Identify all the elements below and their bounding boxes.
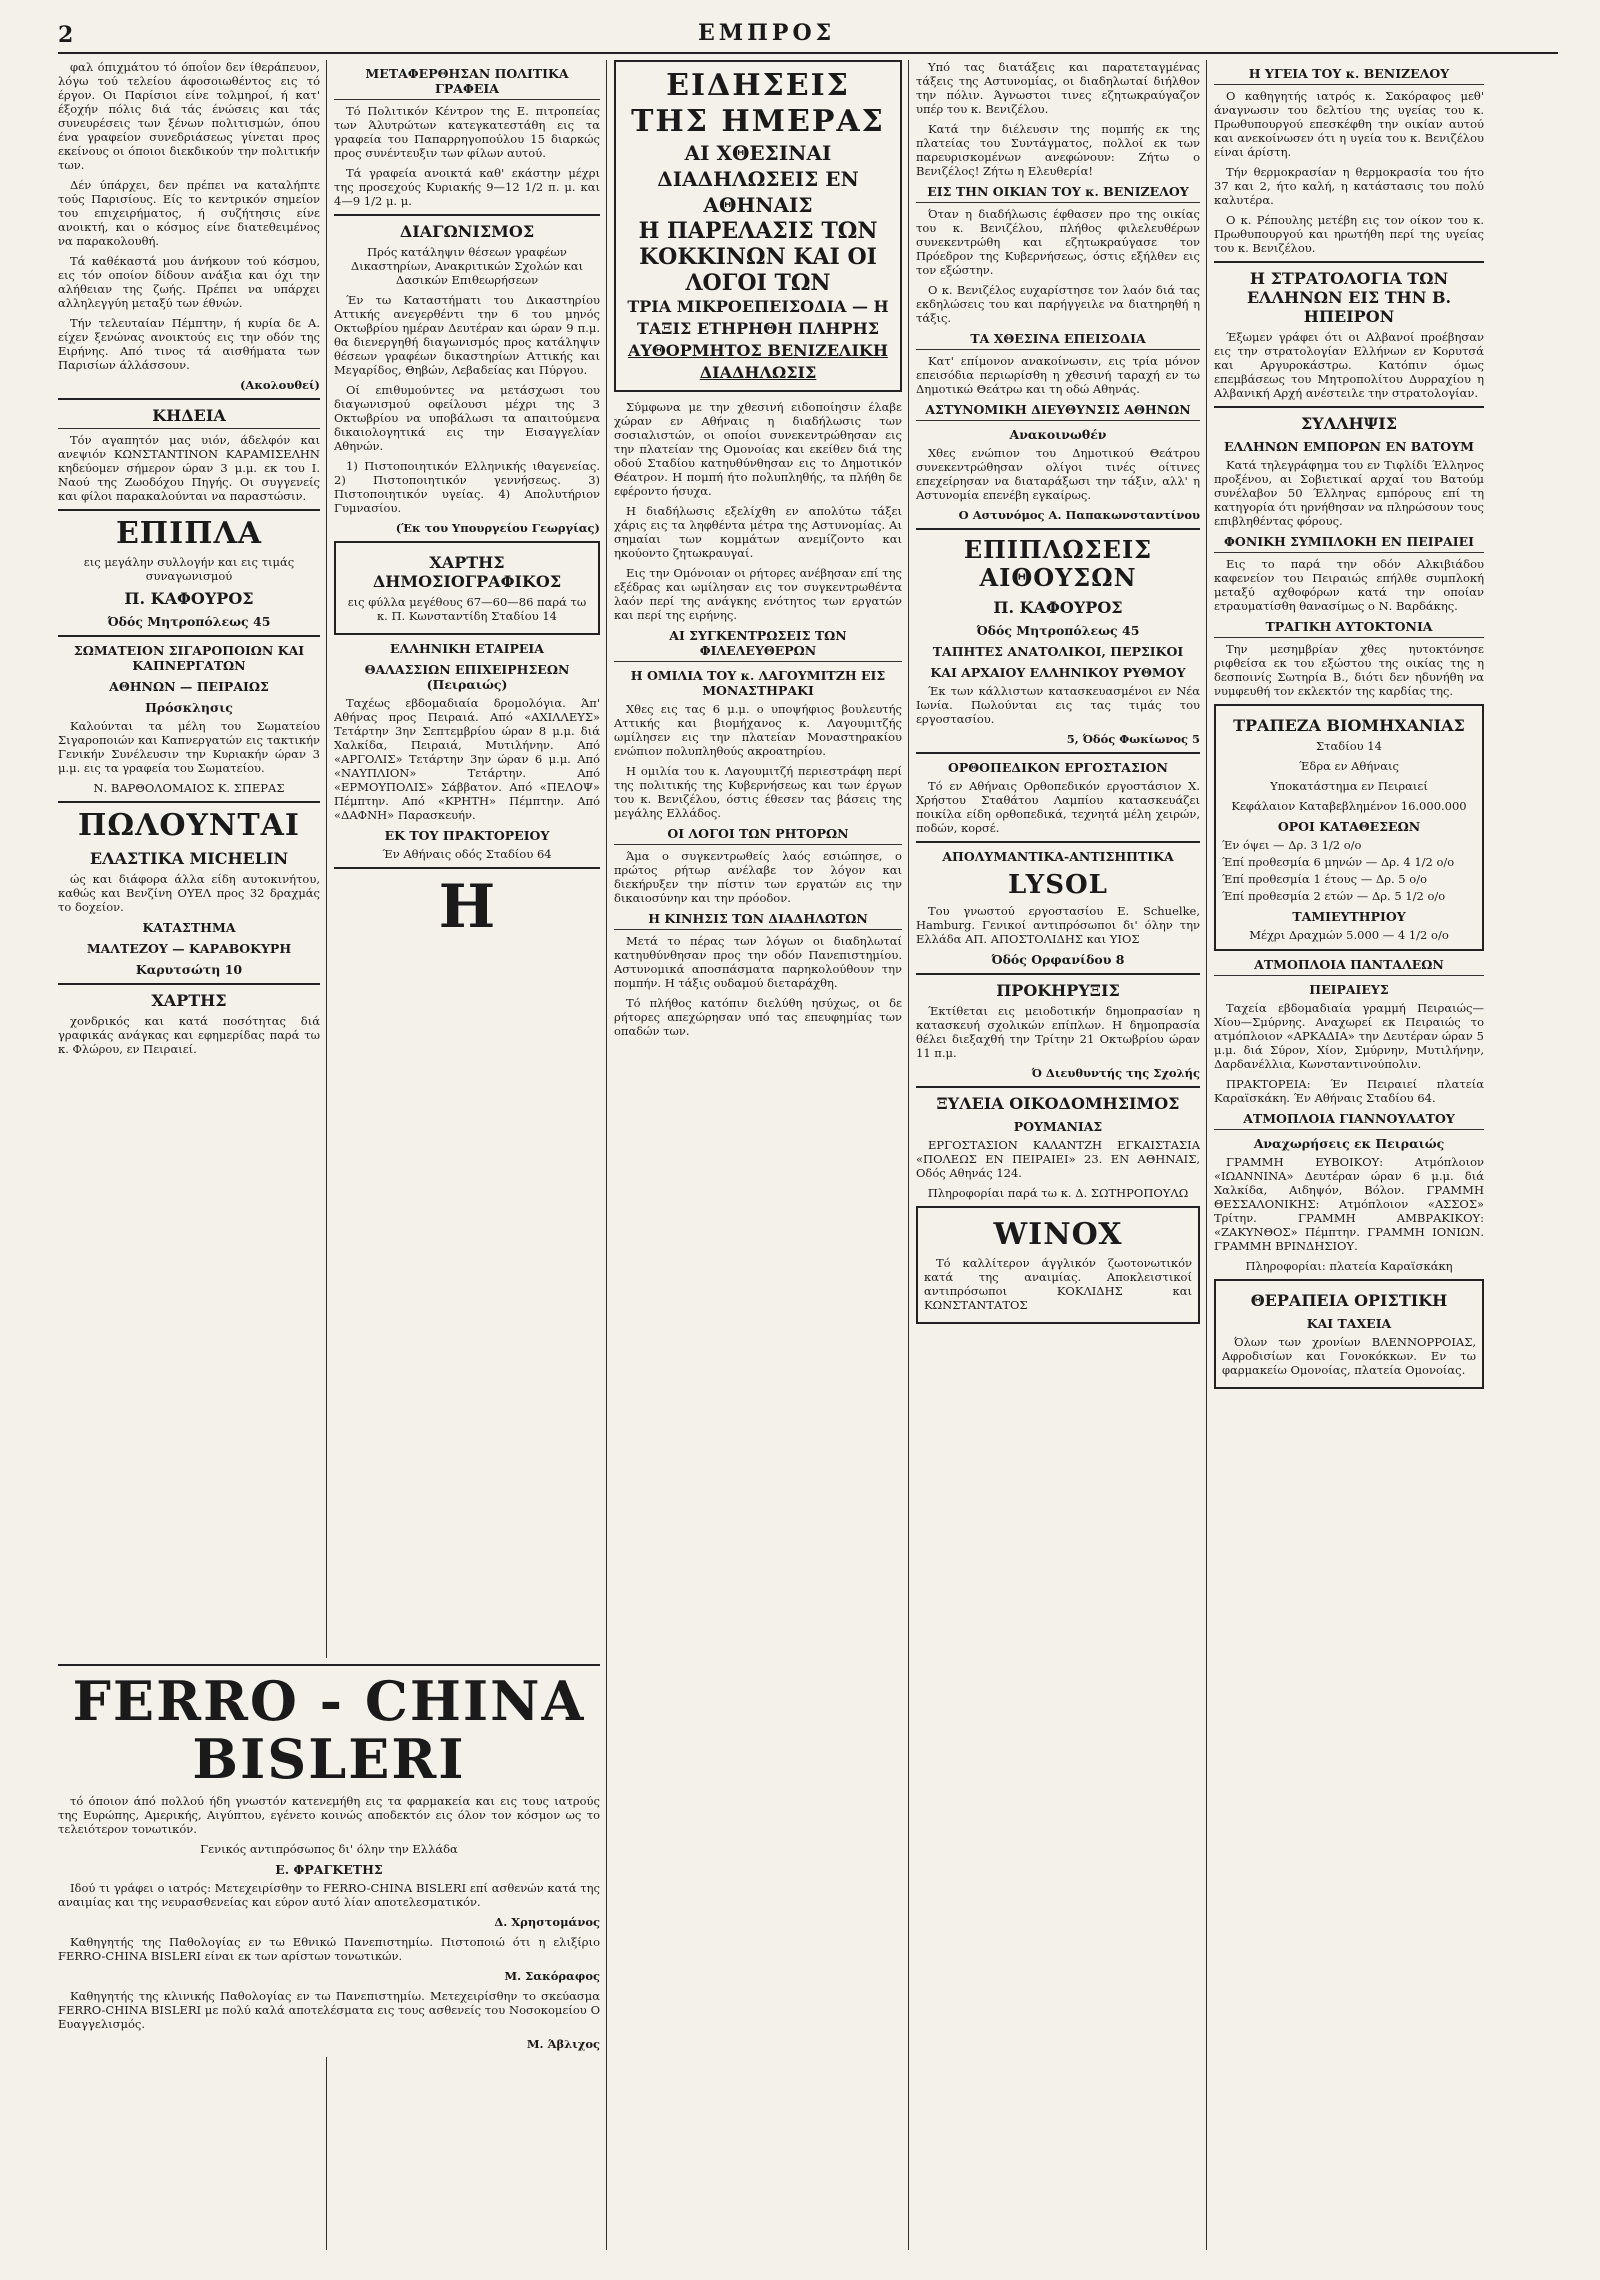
bank-rate-label: Έπί προθεσμία 1 έτους bbox=[1222, 872, 1358, 886]
bank-ad-box bbox=[1214, 704, 1484, 951]
orthopedic-heading: ΟΡΘΟΠΕΔΙΚΟΝ ΕΡΓΟΣΤΑΣΙΟΝ bbox=[947, 760, 1168, 775]
column-3 bbox=[614, 60, 902, 2250]
shipping-line-subheading: ΠΕΙΡΑΙΕΥΣ bbox=[1309, 982, 1389, 997]
divider bbox=[916, 1086, 1200, 1088]
divider bbox=[58, 983, 320, 985]
paper-ad-heading: ΧΑΡΤΗΣ bbox=[151, 991, 227, 1010]
article-text: Δέν ύπάρχει, δεν πρέπει να καταλήπτε τούς Παρισίους. Είς το κεντρικόν σημείον του επιχειρήματος, ή συζήτησις είνε ανοικτή, και ο κόσμος είνε διατεθειμένος να παρακολουθή. bbox=[58, 178, 320, 248]
divider bbox=[58, 1664, 600, 1666]
savings-row: Μέχρι Δραχμών 5.000 — 4 1/2 ο/ο bbox=[1249, 928, 1449, 942]
contest-heading: ΔΙΑΓΩΝΙΣΜΟΣ bbox=[399, 222, 535, 241]
michelin-text: ώς και διάφορα άλλα είδη αυτοκινήτου, καθώς και Βενζίνη ΟΥΕΛ προς 32 δραχμάς το δοχείον. bbox=[58, 872, 320, 914]
kafouros-address: Όδός Μητροπόλεως 45 bbox=[976, 623, 1140, 638]
ferro-agent-name: Ε. ΦΡΑΓΚΕΤΗΣ bbox=[275, 1862, 383, 1877]
bank-rate-label: Έν όψει bbox=[1222, 838, 1270, 852]
lysol-text: Του γνωστού εργοστασίου Ε. Schuelke, Hamburg. Γενικοί αντιπρόσωποι δι' όλην την Ελλάδα ΑΠ. ΑΠΟΣΤΟΛΙΔΗΣ και ΥΙΟΣ bbox=[916, 904, 1200, 946]
funeral-text: Τόν αγαπητόν μας υιόν, άδελφόν και ανεψιόν ΚΩΝΣΤΑΝΤΙΝΟΝ ΚΑΡΑΜΙΣΕΛΗΝ κηδεύομεν σήμερον ώραν 3 μ.μ. εκ του Ι. Ναού της Ζωοδόχου Πηγής. Οι συγγενείς και φίλοι παρακαλούνται να παραστώσιν. bbox=[58, 433, 320, 503]
article-text: Έξωμεν γράφει ότι οι Αλβανοί προέβησαν εις την στρατολογίαν Ελλήνων εν Κορυτσά και Αργυροκάστρω. Κατόπιν όμως επεμβάσεως του Μητροπολίτου Δυρραχίου η Αλβανική Αρχή ανέστειλε την στρατολογίαν. bbox=[1214, 330, 1484, 400]
bank-rate-value: Δρ. 5 ο/ο bbox=[1375, 872, 1427, 886]
page-number: 2 bbox=[58, 22, 74, 48]
bank-rate-row: Έπί προθεσμία 2 ετών — Δρ. 5 1/2 ο/ο bbox=[1222, 889, 1446, 903]
article-text: Τήν θερμοκρασίαν η θερμοκρασία του ήτο 37 και 2, ήτο καλή, η κατάστασις του πολύ καλυτέρα. bbox=[1214, 165, 1484, 207]
article-text: Την μεσημβρίαν χθες ηυτοκτόνησε ριφθείσα εκ του εξώστου της οικίας της η δεσποινίς Σωτηρία Β., διότι δεν ηδυνήθη να νυμφευθή τον εκλεκτόν της καρδίας της. bbox=[1214, 642, 1484, 698]
kafouros-name: Π. ΚΑΦΟΥΡΟΣ bbox=[124, 589, 254, 608]
news-banner-subheadline: ΑΥΘΟΡΜΗΤΟΣ ΒΕΝΙΖΕΛΙΚΗ ΔΙΑΔΗΛΩΣΙΣ bbox=[628, 341, 888, 382]
paper-ad-box bbox=[334, 541, 600, 635]
section-heading: ΤΑ ΧΘΕΣΙΝΑ ΕΠΕΙΣΟΔΙΑ bbox=[916, 331, 1200, 350]
divider bbox=[334, 867, 600, 869]
section-heading: ΣΥΛΛΗΨΙΣ bbox=[1300, 414, 1398, 433]
union-subheading: ΑΘΗΝΩΝ — ΠΕΙΡΑΙΩΣ bbox=[109, 679, 269, 694]
ferro-article: Η bbox=[438, 872, 496, 942]
article-text: Τά καθέκαστά μου άνήκουν τού κόσμου, εις τόν οποίον δίδουν ανάξια και όχι την αλήθειαν της ζωής. Πρέπει να υπάρχει αλληλεγγύη μεταξύ των έθνών. bbox=[58, 254, 320, 310]
furniture-ad-heading: ΕΠΙΠΛΑ bbox=[115, 516, 263, 551]
newspaper-name: ΕΜΠΡΟΣ bbox=[698, 20, 836, 46]
article-text: Χθες εις τας 6 μ.μ. ο υποψήφιος βουλευτής Αττικής και βιομήχανος κ. Λαγουμιτζής ωμίλησεν εις την πλατείαν Μοναστηρακίου ενώπιον πολυπληθούς ακροατηρίου. bbox=[614, 702, 902, 758]
article-text: Σύμφωνα με την χθεσινή ειδοποίησιν έλαβε χώραν εν Αθήναις η διαδήλωσις των σοσιαλιστών, οι οποίοι συνεκεντρώθησαν εις την πλατείαν της Ομονοίας και εκείθεν διά της οδού Σταδίου κατηυθύνθησαν εις το Δημοτικόν Θέατρον. Η πομπή ήτο πολυπληθής, τα πλήθη δε εφέροντο ήσυχα. bbox=[614, 400, 902, 498]
testimonial: Καθηγητής της Παθολογίας εν τω Εθνικώ Πανεπιστημίω. Πιστοποιώ ότι η ελιξίριο FERRO-CHINA BISLERI είναι εκ των αρίστων τονωτικών. bbox=[58, 1935, 600, 1963]
savings-heading: ΤΑΜΙΕΥΤΗΡΙΟΥ bbox=[1292, 909, 1406, 924]
union-title: Πρόσκλησις bbox=[145, 700, 233, 715]
section-subheading: Η ΟΜΙΛΙΑ ΤΟΥ κ. ΛΑΓΟΥΜΙΤΖΗ ΕΙΣ ΜΟΝΑΣΤΗΡΑΚΙ bbox=[630, 668, 886, 698]
article-text: Ο κ. Ρέπουλης μετέβη εις τον οίκον του κ. Πρωθυπουργού και ηρωτήθη περί της υγείας του κ. Βενιζέλου. bbox=[1214, 213, 1484, 255]
winox-heading: WINOX bbox=[993, 1217, 1123, 1252]
carpets-text: Έκ των κάλλιστων κατασκευασμένοι εν Νέα Ιωνία. Πωλούνται εις τας τιμάς του εργοστασίου. bbox=[916, 684, 1200, 726]
article-text: Τό πλήθος κατόπιν διελύθη ησύχως, οι δε ρήτορες απεχώρησαν υπό τας επευφημίας των οπαδών των. bbox=[614, 996, 902, 1038]
article-text: Κατά τηλεγράφημα του εν Τιφλίδι Έλληνος προξένου, αι Σοβιετικαί αρχαί του Βατούμ συνέλαβον 50 Έλληνας εμπόρους επί τη κατηγορία ότι ηρνήθησαν να πληρώσουν τους επιβληθέντας φόρους. bbox=[1214, 458, 1484, 528]
testimonial-signer: Μ. Άβλιχος bbox=[526, 2037, 600, 2051]
lumber-agent: Πληροφορίαι παρά τω κ. Δ. ΣΩΤΗΡΟΠΟΥΛΩ bbox=[927, 1186, 1189, 1200]
divider bbox=[334, 214, 600, 216]
section-heading: ΕΙΣ ΤΗΝ ΟΙΚΙΑΝ ΤΟΥ κ. ΒΕΝΙΖΕΛΟΥ bbox=[916, 184, 1200, 203]
furnishing-ad-heading: ΕΠΙΠΛΩΣΕΙΣ ΑΙΘΟΥΣΩΝ bbox=[963, 535, 1153, 592]
shipping-line-heading: ΑΤΜΟΠΛΟΙΑ ΠΑΝΤΑΛΕΩΝ bbox=[1214, 957, 1484, 976]
bank-rate-label: Έπί προθεσμία 2 ετών bbox=[1222, 889, 1354, 903]
article-text: Ο κ. Βενιζέλος ευχαρίστησε τον λαόν διά τας εκδηλώσεις του και παρήγγειλε να διατηρηθή η τάξις. bbox=[916, 283, 1200, 325]
offices-heading: ΜΕΤΑΦΕΡΘΗΣΑΝ ΠΟΛΙΤΙΚΑ ΓΡΑΦΕΙΑ bbox=[334, 66, 600, 100]
news-banner bbox=[614, 60, 902, 392]
section-heading: ΑΙ ΣΥΓΚΕΝΤΡΩΣΕΙΣ ΤΩΝ ΦΙΛΕΛΕΥΘΕΡΩΝ bbox=[614, 628, 902, 662]
contest-signature: (Έκ του Υπουργείου Γεωργίας) bbox=[395, 521, 600, 535]
column-rule bbox=[606, 60, 607, 2250]
therapy-ad-box bbox=[1214, 1279, 1484, 1389]
news-banner-subheadline: ΤΡΙΑ ΜΙΚΡΟΕΠΕΙΣΟΔΙΑ — Η ΤΑΞΙΣ ΕΤΗΡΗΘΗ ΠΛΗΡΗΣ bbox=[627, 297, 889, 338]
bank-seat: Έδρα εν Αθήναις bbox=[1299, 759, 1399, 773]
paper-ad-text: εις φύλλα μεγέθους 67—60—86 παρά τω κ. Π. Κωνσταντίδη Σταδίου 14 bbox=[347, 595, 587, 623]
lumber-text: ΕΡΓΟΣΤΑΣΙΟΝ ΚΑΛΑΝΤΖΗ ΕΓΚΑΙΣΤΑΣΙΑ «ΠΟΛΕΩΣ ΕΝ ΠΕΙΡΑΙΕΙ» 23. ΕΝ ΑΘΗΝΑΙΣ, Οδός Αθηνάς 124. bbox=[916, 1138, 1200, 1180]
ferro-agent-label: Γενικός αντιπρόσωπος δι' όλην την Ελλάδα bbox=[200, 1842, 458, 1856]
union-heading: ΣΩΜΑΤΕΙΟΝ ΣΙΓΑΡΟΠΟΙΩΝ ΚΑΙ ΚΑΠΝΕΡΓΑΤΩΝ bbox=[73, 643, 305, 673]
section-subheading: ΕΛΛΗΝΩΝ ΕΜΠΟΡΩΝ ΕΝ ΒΑΤΟΥΜ bbox=[1224, 439, 1474, 454]
paper-ad-text: χονδρικός και κατά ποσότητας διά γραφικάς ανάγκας και εφημερίδας παρά τω κ. Φλώρου, εν Πειραιεί. bbox=[58, 1014, 320, 1056]
article-text: Εις την Ομόνοιαν οι ρήτορες ανέβησαν επί της εξέδρας και ωμίλησαν εις τον συγκεντρωθέντα λαόν περί της ανάγκης ενότητος των εργατών και περί της ειρήνης. bbox=[614, 566, 902, 622]
article-signature: Ο Αστυνόμος Α. Παπακωνσταντίνου bbox=[958, 508, 1200, 522]
disinfectant-heading: ΑΠΟΛΥΜΑΝΤΙΚΑ-ΑΝΤΙΣΗΠΤΙΚΑ bbox=[942, 849, 1174, 864]
contest-text: Οί επιθυμούντες να μετάσχωσι του διαγωνισμού οφείλουσι μέχρι της 3 Οκτωβρίου να υποβάλωσι τα απαιτούμενα δικαιολογητικά εις την Εισαγγελίαν Αθηνών. bbox=[334, 383, 600, 453]
michelin-heading: ΕΛΑΣΤΙΚΑ MICHELIN bbox=[89, 849, 289, 868]
kafouros-address: Όδός Μητροπόλεως 45 bbox=[107, 614, 271, 629]
article-text: Η διαδήλωσις εξελίχθη εν απολύτω τάξει χάρις εις τα ληφθέντα μέτρα της Αστυνομίας. Αι σημαίαι των κομμάτων ανεμίζοντο και ηκούοντο ζητωκραυγαί. bbox=[614, 504, 902, 560]
article-text: Υπό τας διατάξεις και παρατεταγμένας τάξεις της Αστυνομίας, οι διαδηλωταί διήλθον την πόλιν. Άγνωστοι τινες εζητωκραύγαζον υπέρ του κ. Βενιζέλου. bbox=[916, 60, 1200, 116]
ferro-china-heading: FERRO - CHINA BISLERI bbox=[72, 1669, 586, 1791]
shipping-company-subheading: ΘΑΛΑΣΣΙΩΝ ΕΠΙΧΕΙΡΗΣΕΩΝ (Πειραιώς) bbox=[364, 662, 570, 692]
bank-rate-label: Έπί προθεσμία 6 μηνών bbox=[1222, 855, 1363, 869]
testimonial: Ιδού τι γράφει ο ιατρός: Μετεχειρίσθην το FERRO-CHINA BISLERI επί ασθενών κατά της αναιμίας και της νευρασθενείας και εύρον αυτό λίαν αποτελεσματικόν. bbox=[58, 1881, 600, 1909]
divider bbox=[58, 635, 320, 637]
shipping-company-text: Ταχέως εβδομαδιαία δρομολόγια. Άπ' Αθήνας προς Πειραιά. Από «ΑΧΙΛΛΕΥΣ» Τετάρτην 3ην Σεπτεμβρίου ώραν 8 μ.μ. διά Χαλκίδα, Πειραιά, Μυτιλήνην. Από «ΑΡΓΟΛΙΣ» Τετάρτην 3ην ώραν 6 μ.μ. Από «ΝΑΥΠΛΙΟΝ» Τετάρτην. Από «ΕΡΜΟΥΠΟΛΙΣ» Σάββατον. Από «ΠΕΛΟΨ» Πέμπτην. Από «ΚΡΗΤΗ» Πέμπτην. Από «ΔΑΦΝΗ» Παρασκευήν. bbox=[334, 696, 600, 822]
kafouros-name: Π. ΚΑΦΟΥΡΟΣ bbox=[993, 598, 1123, 617]
divider bbox=[916, 752, 1200, 754]
carpets-subheading: ΚΑΙ ΑΡΧΑΙΟΥ ΕΛΛΗΝΙΚΟΥ ΡΥΘΜΟΥ bbox=[930, 665, 1186, 680]
therapy-subheading: ΚΑΙ ΤΑΧΕΙΑ bbox=[1306, 1316, 1392, 1331]
article-signature: (Ακολουθεί) bbox=[239, 378, 320, 392]
section-heading: Η ΣΤΡΑΤΟΛΟΓΙΑ ΤΩΝ ΕΛΛΗΝΩΝ ΕΙΣ ΤΗΝ Β. ΗΠΕΙΡΟΝ bbox=[1246, 269, 1452, 326]
article-text: Τήν τελευταίαν Πέμπτην, ή κυρία δε Α. είχεν ξενώνας ανοικτούς εις την οδόν της Ειρήνης. Από τινος τά αισθήματα των Παρισίων άλλάσσουν. bbox=[58, 316, 320, 372]
masthead bbox=[58, 18, 1558, 54]
bank-rate-value: Δρ. 5 1/2 ο/ο bbox=[1371, 889, 1446, 903]
proclamation-heading: ΠΡΟΚΗΡΥΞΙΣ bbox=[996, 981, 1120, 1000]
shipping-line-footer: Πληροφορίαι: πλατεία Καραϊσκάκη bbox=[1245, 1259, 1453, 1273]
offices-text: Τά γραφεία ανοικτά καθ' εκάστην μέχρι της προσεχούς Κυριακής 9—12 1/2 π. μ. και 4—9 1/2 μ. μ. bbox=[334, 166, 600, 208]
bank-terms-heading: ΟΡΟΙ ΚΑΤΑΘΕΣΕΩΝ bbox=[1277, 819, 1421, 834]
column-rule bbox=[908, 60, 909, 2250]
proclamation-signature: Ό Διευθυντής της Σχολής bbox=[1031, 1066, 1200, 1080]
lumber-subheading: ΡΟΥΜΑΝΙΑΣ bbox=[1013, 1119, 1103, 1134]
section-heading: Η ΥΓΕΙΑ ΤΟΥ κ. ΒΕΝΙΖΕΛΟΥ bbox=[1214, 66, 1484, 85]
section-heading: ΤΡΑΓΙΚΗ ΑΥΤΟΚΤΟΝΙΑ bbox=[1214, 619, 1484, 638]
lysol-address: Όδός Ορφανίδου 8 bbox=[991, 952, 1125, 967]
agency-heading: ΕΚ ΤΟΥ ΠΡΑΚΤΟΡΕΙΟΥ bbox=[384, 828, 550, 843]
column-4 bbox=[916, 60, 1200, 2250]
section-subheading: Ανακοινωθέν bbox=[1009, 427, 1107, 442]
bank-address: Σταδίου 14 bbox=[1316, 739, 1382, 753]
proclamation-text: Έκτίθεται εις μειοδοτικήν δημοπρασίαν η κατασκευή σχολικών επίπλων. Η δημοπρασία θέλει διεξαχθή την Τρίτην 21 Οκτωβρίου ώραν 11 π.μ. bbox=[916, 1004, 1200, 1060]
orthopedic-text: Τό εν Αθήναις Ορθοπεδικόν εργοστάσιον Χ. Χρήστου Σταθάτου Λαμπίου κατασκευάζει ποικίλα είδη ορθοπεδικά, τεχνητά μέλη χειρών, ποδών, κορσέ. bbox=[916, 779, 1200, 835]
carpets-heading: ΤΑΠΗΤΕΣ ΑΝΑΤΟΛΙΚΟΙ, ΠΕΡΣΙΚΟΙ bbox=[932, 644, 1184, 659]
bank-rate-row: Έν όψει — Δρ. 3 1/2 ο/ο bbox=[1222, 838, 1362, 852]
store-street: Καρυτσώτη 10 bbox=[135, 962, 243, 977]
article-text: Άμα ο συγκεντρωθείς λαός εσιώπησε, ο πρώτος ρήτωρ ανέλαβε τον λόγον και διεκήρυξεν την πίστιν των εργατών εις την δικαιοσύνην και την πρόοδον. bbox=[614, 849, 902, 905]
shipping-line-agent: ΠΡΑΚΤΟΡΕΙΑ: Έν Πειραιεί πλατεία Καραϊσκάκη. Έν Αθήναις Σταδίου 64. bbox=[1214, 1077, 1484, 1105]
section-heading: ΟΙ ΛΟΓΟΙ ΤΩΝ ΡΗΤΟΡΩΝ bbox=[614, 826, 902, 845]
news-banner-headline: Η ΠΑΡΕΛΑΣΙΣ ΤΩΝ ΚΟΚΚΙΝΩΝ ΚΑΙ ΟΙ ΛΟΓΟΙ ΤΩΝ bbox=[638, 218, 878, 296]
bank-rate-row: Έπί προθεσμία 1 έτους — Δρ. 5 ο/ο bbox=[1222, 872, 1427, 886]
bank-capital: Κεφάλαιον Καταβεβλημένον 16.000.000 bbox=[1231, 799, 1467, 813]
ferro-china-text: τό όποιον άπό πολλού ήδη γνωστόν κατενεμήθη εις τα φαρμακεία και εις τους ιατρούς της Ευρώπης, Αμερικής, Αιγύπτου, εγένετο κοινώς αποδεκτόν εις όλον τον κόσμον ως το τελειότερον τονωτικόν. bbox=[58, 1794, 600, 1836]
bank-rate-value: Δρ. 3 1/2 ο/ο bbox=[1288, 838, 1362, 852]
newspaper-page bbox=[58, 18, 1558, 2258]
furniture-ad-text: εις μεγάλην συλλογήν και εις τιμάς συναγωνισμού bbox=[83, 555, 295, 583]
column-rule bbox=[1206, 60, 1207, 2250]
section-subheading: Κατ' επίμονον ανακοίνωσιν, εις τρία μόνον επεισόδια περιωρίσθη η χθεσινή ταραχή εν τω Δημοτικώ Θεάτρω και τη οδώ Αθηνάς. bbox=[916, 354, 1200, 396]
article-text: Χθες ενώπιον του Δημοτικού Θεάτρου συνεκεντρώθησαν ολίγοι τινές οίτινες επεχείρησαν να διαταράξωσι την τάξιν, αλλ' η Αστυνομία επενέβη εγκαίρως. bbox=[916, 446, 1200, 502]
news-banner-title: ΕΙΔΗΣΕΙΣ ΤΗΣ ΗΜΕΡΑΣ bbox=[631, 68, 885, 139]
union-signatures: Ν. ΒΑΡΘΟΛΟΜΑΙΟΣ Κ. ΣΠΕΡΑΣ bbox=[93, 781, 285, 795]
divider bbox=[58, 801, 320, 803]
article-text: φαλ όπιχμάτου τό όποΐον δεν ίθεράπευον, λόγω τού τελείου άφοσοιωθέντος εις τό έργον. Οι Παρίσιοι είνε τολμηροί, ή κατ' έξοχήν πόλις διά τάς ένώσεις και τάς συνευρέσεις των ξένων πολιτισμών, όπου ένα γραφείον συνεδριάσεως γίνεται προς εκείνους οι όποιοι διεκδικούν την πολιτικήν των. bbox=[58, 60, 320, 172]
contest-text: 1) Πιστοποιητικόν Ελληνικής ιθαγενείας. 2) Πιστοποιητικόν γεννήσεως. 3) Πιστοποιητικόν υγείας. 4) Απολυτήριον Γυμνασίου. bbox=[334, 459, 600, 515]
for-sale-heading: ΠΩΛΟΥΝΤΑΙ bbox=[78, 808, 300, 843]
lysol-name: LYSOL bbox=[1008, 870, 1108, 900]
store-name: ΜΑΛΤΕΖΟΥ — ΚΑΡΑΒΟΚΥΡΗ bbox=[86, 941, 292, 956]
agency-address: Έν Αθήναις οδός Σταδίου 64 bbox=[382, 847, 552, 861]
testimonial-signer: Μ. Σακόραφος bbox=[504, 1969, 600, 1983]
article-text: Όταν η διαδήλωσις έφθασεν προ της οικίας του κ. Βενιζέλου, πλήθος φιλελευθέρων συνεκεντρώθη και εζητωκραύγασε τον Πρόεδρον της Κυβερνήσεως, όστις εξήλθεν εις τον εξώστην. bbox=[916, 207, 1200, 277]
divider bbox=[916, 528, 1200, 530]
offices-subheading: Τό Πολιτικόν Κέντρον της Ε. πιτροπείας των Άλυτρώτων κατεγκατεστάθη εις τα γραφεία του Παπαρρηγοπούλου 15 διαρκώς προς συνέντευξιν των φίλων αυτού. bbox=[334, 104, 600, 160]
section-heading: Η ΚΙΝΗΣΙΣ ΤΩΝ ΔΙΑΔΗΛΩΤΩΝ bbox=[614, 911, 902, 930]
shipping-line-text: ΓΡΑΜΜΗ ΕΥΒΟΙΚΟΥ: Ατμόπλοιον «ΙΩΑΝΝΙΝΑ» Δευτέραν ώραν 6 μ.μ. διά Χαλκίδα, Αιδηψόν, Βόλον. ΓΡΑΜΜΗ ΘΕΣΣΑΛΟΝΙΚΗΣ: Ατμόπλοιον «ΑΣΣΟΣ» Τρίτην. ΓΡΑΜΜΗ ΑΜΒΡΑΚΙΚΟΥ: «ΖΑΚΥΝΘΟΣ» Πέμπτην. ΓΡΑΜΜΗ ΙΟΝΙΩΝ. ΓΡΑΜΜΗ ΒΡΙΝΔΗΣΙΟΥ. bbox=[1214, 1155, 1484, 1253]
divider bbox=[1214, 261, 1484, 263]
lumber-heading: ΞΥΛΕΙΑ ΟΙΚΟΔΟΜΗΣΙΜΟΣ bbox=[936, 1094, 1180, 1113]
testimonial: Καθηγητής της κλινικής Παθολογίας εν τω Πανεπιστημίω. Μετεχειρίσθην το σκεύασμα FERRO-CHINA BISLERI με πολύ καλά αποτελέσματα εις τους ασθενείς του Νοσοκομείου Ο Ευαγγελισμός. bbox=[58, 1989, 600, 2031]
bank-heading: ΤΡΑΠΕΖΑ ΒΙΟΜΗΧΑΝΙΑΣ bbox=[1233, 716, 1465, 735]
section-heading: ΦΟΝΙΚΗ ΣΥΜΠΛΟΚΗ ΕΝ ΠΕΙΡΑΙΕΙ bbox=[1214, 534, 1484, 553]
contest-text: Έν τω Καταστήματι του Δικαστηρίου Αττικής ανεγερθέντι την 6 του μηνός Οκτωβρίου ημέραν Δευτέραν και ώραν 9 π.μ. θα διενεργηθή διαγωνισμός προς κατάληψιν θέσεων γραφέων δικαστηρίων Αττικής και Μεγαρίδος, Θηβών, Λεβαδείας και Πύργου. bbox=[334, 293, 600, 377]
shipping-line-text: Ταχεία εβδομαδιαία γραμμή Πειραιώς—Χίου—Σμύρνης. Αναχωρεί εκ Πειραιώς το ατμόπλοιον «ΑΡΚΑΔΙΑ» την Δευτέραν ώραν 5 μ.μ. διά Σύρον, Χίον, Σμύρνην, Μυτιλήνην, Δαρδανέλλια, Κωνσταντινούπολιν. bbox=[1214, 1001, 1484, 1071]
winox-box bbox=[916, 1206, 1200, 1324]
news-banner-headline: ΑΙ ΧΘΕΣΙΝΑΙ ΔΙΑΔΗΛΩΣΕΙΣ ΕΝ ΑΘΗΝΑΙΣ bbox=[657, 141, 859, 217]
divider bbox=[916, 841, 1200, 843]
ferro-china-ad bbox=[58, 1658, 600, 2057]
column-5 bbox=[1214, 60, 1484, 2250]
winox-text: Τό καλλίτερον άγγλικόν ζωοτονωτικόν κατά της αναιμίας. Αποκλειστικοί αντιπρόσωποι ΚΟΚΛΙΔΗΣ και ΚΩΝΣΤΑΝΤΑΤΟΣ bbox=[924, 1256, 1192, 1312]
shipping-line-subheading: Αναχωρήσεις εκ Πειραιώς bbox=[1253, 1136, 1445, 1151]
bank-branch: Υποκατάστημα εν Πειραιεί bbox=[1270, 779, 1428, 793]
shipping-line-heading: ΑΤΜΟΠΛΟΙΑ ΓΙΑΝΝΟΥΛΑΤΟΥ bbox=[1214, 1111, 1484, 1130]
union-text: Καλούνται τα μέλη του Σωματείου Σιγαροποιών και Καπνεργατών εις τακτικήν Γενικήν Συνέλευσιν την Κυριακήν ώραν 3 μ.μ. εις τα γραφεία του Σωματείου. bbox=[58, 719, 320, 775]
bank-rate-value: Δρ. 4 1/2 ο/ο bbox=[1380, 855, 1455, 869]
testimonial-signer: Δ. Χρηστομάνος bbox=[494, 1915, 600, 1929]
article-text: Εις το παρά την οδόν Αλκιβιάδου καφενείον του Πειραιώς επήλθε συμπλοκή μεταξύ αχθοφόρων κατά την οποίαν ετραυματίσθη θανασίμως ο Ν. Βαρδάκης. bbox=[1214, 557, 1484, 613]
section-heading: ΑΣΤΥΝΟΜΙΚΗ ΔΙΕΥΘΥΝΣΙΣ ΑΘΗΝΩΝ bbox=[916, 402, 1200, 421]
divider bbox=[1214, 406, 1484, 408]
paper-ad-heading: ΧΑΡΤΗΣ ΔΗΜΟΣΙΟΓΡΑΦΙΚΟΣ bbox=[372, 553, 562, 591]
shipping-company-heading: ΕΛΛΗΝΙΚΗ ΕΤΑΙΡΕΙΑ bbox=[390, 641, 544, 656]
divider bbox=[916, 973, 1200, 975]
bank-rate-row: Έπί προθεσμία 6 μηνών — Δρ. 4 1/2 ο/ο bbox=[1222, 855, 1455, 869]
article-text: Ο καθηγητής ιατρός κ. Σακόραφος μεθ' άναγνωσιν του δελτίου της υγείας του κ. Πρωθυπουργού επεσκέφθη την οικίαν αυτού και ανεκοίνωσεν ότι η υγεία του κ. Βενιζέλου είναι άρίστη. bbox=[1214, 89, 1484, 159]
article-text: Μετά το πέρας των λόγων οι διαδηλωταί κατηυθύνθησαν προς την οδόν Πανεπιστημίου. Αστυνομικά αποσπάσματα παρηκολούθουν την πομπήν. Η τάξις ουδαμού διεταράχθη. bbox=[614, 934, 902, 990]
article-text: Κατά την διέλευσιν της πομπής εκ της πλατείας του Συντάγματος, πολλοί εκ των παρευρισκομένων ανεφώνουν: Ζήτω ο Βενιζέλος! Ζήτω η Ελευθερία! bbox=[916, 122, 1200, 178]
article-text: Η ομιλία του κ. Λαγουμιτζή περιεστράφη περί της πολιτικής της Κυβερνήσεως και των έργων του κ. Βενιζέλου, όστις έθεσεν τας βάσεις της μεγάλης Ελλάδος. bbox=[614, 764, 902, 820]
store-heading: ΚΑΤΑΣΤΗΜΑ bbox=[142, 920, 236, 935]
divider bbox=[58, 509, 320, 511]
divider bbox=[58, 398, 320, 400]
therapy-heading: ΘΕΡΑΠΕΙΑ ΟΡΙΣΤΙΚΗ bbox=[1250, 1291, 1448, 1310]
contest-subheading: Πρός κατάληψιν θέσεων γραφέων Δικαστηρίων, Ανακριτικών Σχολών και Δασικών Επιθεωρήσεων bbox=[350, 245, 584, 287]
carpets-address: 5, Όδός Φωκίωνος 5 bbox=[1066, 732, 1200, 746]
therapy-text: Όλων των χρονίων ΒΛΕΝΝΟΡΡΟΙΑΣ, Αφροδισίων και Γονοκόκκων. Εν τω φαρμακείω Ομονοίας, πλατεία Ομονοίας. bbox=[1222, 1335, 1476, 1377]
funeral-heading: ΚΗΔΕΙΑ bbox=[58, 406, 320, 429]
